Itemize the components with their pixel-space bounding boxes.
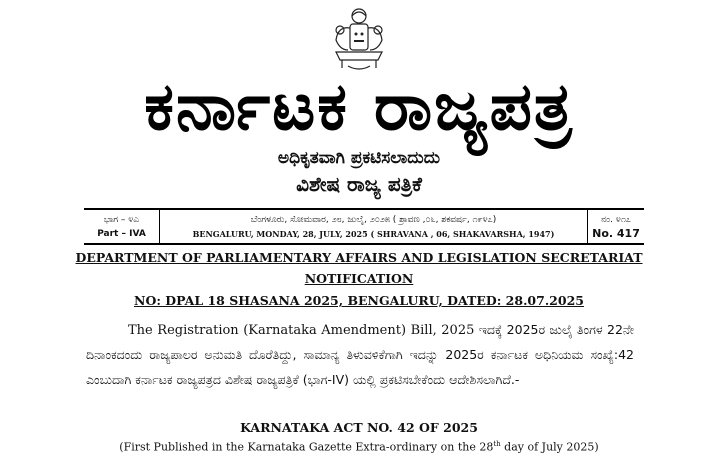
date-kannada: ಬೆಂಗಳೂರು, ಸೋಮವಾರ, ೨೮, ಜುಲೈ, ೨೦೨೫ ( ಶ್ರಾವಣ ,೦೬, ಶಕವರ್ಷ, ೧೯೪೭) <box>250 214 497 225</box>
part-cell <box>84 210 160 243</box>
paragraph-kannada: ಇದಕ್ಕೆ 2025ರ ಜುಲೈ ತಿಂಗಳ 22ನೇ ದಿನಾಂಕದಂದು ರಾಜ್ಯಪಾಲರ ಅನುಮತಿ ದೊರೆತಿದ್ದು, ಸಾಮಾನ್ಯ ತಿಳುವಳಿಕೆಗಾಗಿ ಇದನ್ನು 2025ರ ಕರ್ನಾಟಕ ಅಧಿನಿಯಮ ಸಂಖ್ಯೆ:42 ಎಂಬುದಾಗಿ ಕರ್ನಾಟಕ ರಾಜ್ಯಪತ್ರದ ವಿಶೇಷ ರಾಜ್ಯಪತ್ರಿಕೆ (ಭಾಗ-IV) ಯಲ್ಲಿ ಪ್ರಕಟಿಸಬೇಕೆಂದು ಆದೇಶಿಸಲಾಗಿದೆ.- <box>86 322 634 387</box>
state-emblem-icon <box>328 6 390 72</box>
part-kannada: ಭಾಗ – ೪ಎ <box>103 214 140 225</box>
publication-note <box>0 440 718 454</box>
notification-number: NO: DPAL 18 SHASANA 2025, BENGALURU, DATED: 28.07.2025 <box>134 293 584 308</box>
gazette-subtitle-extraordinary: ವಿಶೇಷ ರಾಜ್ಯ ಪತ್ರಿಕೆ <box>296 172 422 196</box>
number-english: No. 417 <box>592 226 640 240</box>
bill-name: The Registration (Karnataka Amendment) Bill, 2025 <box>128 323 475 338</box>
publication-note-text: (First Published in the Karnataka Gazette Extra-ordinary on the 28 <box>119 440 494 454</box>
part-english: Part – IVA <box>97 228 146 239</box>
number-kannada: ನಂ. ೪೧೭ <box>601 214 631 225</box>
publication-note-end: day of July 2025) <box>500 440 599 454</box>
department-heading: DEPARTMENT OF PARLIAMENTARY AFFAIRS AND LEGISLATION SECRETARIAT <box>75 250 643 265</box>
notification-heading: NOTIFICATION <box>304 271 414 286</box>
publication-note-sup: th <box>493 440 501 448</box>
gazette-subtitle: ಅಧಿಕೃತವಾಗಿ ಪ್ರಕಟಿಸಲಾದುದು <box>277 148 441 168</box>
date-cell <box>160 210 588 243</box>
issue-info-box <box>84 208 644 245</box>
gazette-masthead-title: ಕರ್ನಾಟಕ ರಾಜ್ಯಪತ್ರ <box>144 68 574 145</box>
number-cell <box>588 210 644 243</box>
act-number-heading: KARNATAKA ACT NO. 42 OF 2025 <box>240 420 478 435</box>
date-english: BENGALURU, MONDAY, 28, JULY, 2025 ( SHRAVANA , 06, SHAKAVARSHA, 1947) <box>192 228 555 239</box>
notification-paragraph <box>86 318 634 393</box>
